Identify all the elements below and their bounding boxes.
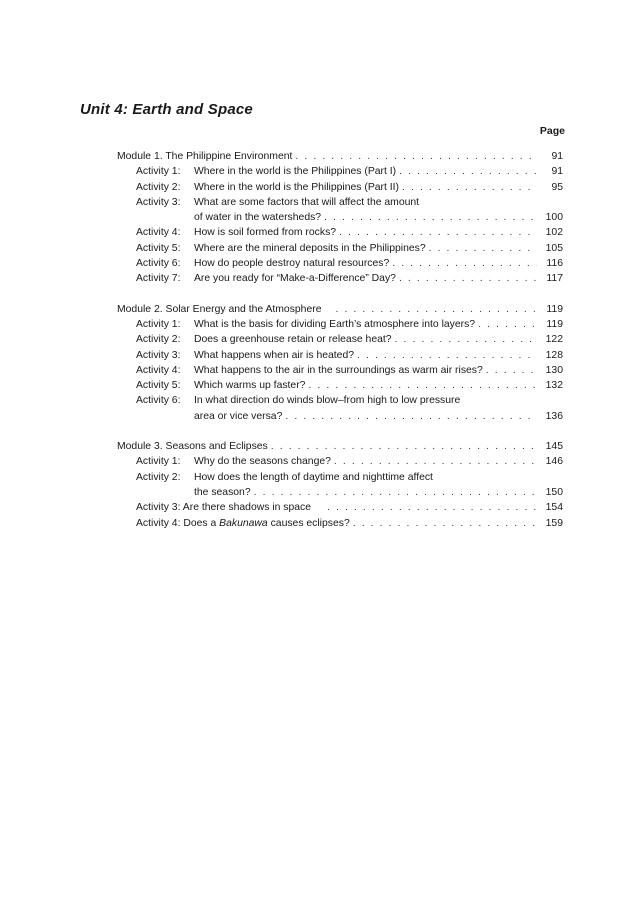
- module-3: [117, 439, 563, 531]
- toc-entry-activity[interactable]: [117, 378, 563, 393]
- toc-entry-module[interactable]: [117, 302, 563, 317]
- leader-dots: [339, 225, 537, 240]
- activity-title: Are there shadows in space: [182, 502, 312, 514]
- toc-entry-activity[interactable]: [117, 363, 563, 378]
- toc-entry-activity-continued[interactable]: [117, 409, 563, 424]
- leader-dots: [429, 241, 537, 256]
- module-2: [117, 302, 563, 424]
- page-number: 136: [545, 410, 563, 422]
- toc-entry-activity[interactable]: [117, 164, 563, 179]
- activity-label: Activity 7:: [136, 273, 181, 285]
- toc-entry-activity[interactable]: [117, 195, 563, 210]
- toc-entry-activity-continued[interactable]: [117, 485, 563, 500]
- toc-entry-activity[interactable]: [117, 348, 563, 363]
- leader-dots: [324, 210, 537, 225]
- module-1: [117, 149, 563, 287]
- activity-title: What are some factors that will affect the amount: [194, 196, 420, 208]
- activity-title: How do people destroy natural resources?: [194, 258, 390, 270]
- module-title: Module 1. The Philippine Environment: [117, 151, 293, 162]
- activity-title-continued: of water in the watersheds?: [194, 212, 322, 224]
- leader-dots: [334, 454, 537, 469]
- leader-dots: [327, 500, 537, 515]
- activity-label: Activity 5:: [136, 380, 181, 392]
- toc-entry-activity[interactable]: [117, 332, 563, 347]
- activity-label: Activity 1:: [136, 456, 181, 468]
- toc-entry-module[interactable]: [117, 439, 563, 454]
- page-number: 154: [545, 502, 563, 514]
- page-number: 102: [545, 227, 563, 239]
- activity-title: In what direction do winds blow–from high to low pressure: [194, 395, 461, 407]
- activity-label: Activity 6:: [136, 258, 181, 270]
- page-column-header: Page: [539, 125, 565, 137]
- activity-title-continued: the season?: [194, 486, 251, 498]
- leader-dots: [353, 516, 537, 531]
- leader-dots: [295, 149, 537, 164]
- activity-title: Does a Bakunawa causes eclipses?: [183, 517, 350, 529]
- activity-title-continued: area or vice versa?: [194, 410, 283, 422]
- unit-title: Unit 4: Earth and Space: [80, 101, 253, 118]
- page-number: 122: [545, 334, 563, 346]
- activity-label: Activity 1:: [136, 166, 181, 178]
- activity-label: Activity 2:: [136, 471, 181, 483]
- activity-label: Activity 2:: [136, 181, 181, 193]
- toc-entry-activity[interactable]: [117, 271, 563, 286]
- activity-title: Are you ready for “Make-a-Difference” Day?: [194, 273, 396, 285]
- toc-entry-activity[interactable]: [117, 241, 563, 256]
- page-number: 117: [546, 273, 563, 285]
- leader-dots: [308, 378, 537, 393]
- activity-label: Activity 3:: [136, 349, 181, 361]
- page-number: 130: [545, 364, 563, 376]
- activity-title: Why do the seasons change?: [194, 456, 331, 468]
- leader-dots: [486, 363, 537, 378]
- activity-title: Where in the world is the Philippines (Part I): [194, 166, 397, 178]
- leader-dots: [478, 317, 537, 332]
- activity-title: How does the length of daytime and nighttime affect: [194, 471, 433, 483]
- leader-dots: [399, 271, 537, 286]
- toc-entry-activity[interactable]: [117, 393, 563, 408]
- activity-title: Where in the world is the Philippines (Part II): [194, 181, 400, 193]
- page-number: 100: [545, 212, 563, 224]
- toc-entry-module[interactable]: [117, 149, 563, 164]
- leader-dots: [399, 164, 537, 179]
- module-title: Module 3. Seasons and Eclipses: [117, 441, 268, 453]
- activity-label: Activity 4:: [136, 517, 181, 529]
- leader-dots: [285, 409, 537, 424]
- page-number: 146: [545, 456, 563, 468]
- activity-title: What happens to the air in the surroundings as warm air rises?: [194, 364, 483, 376]
- toc-entry-activity[interactable]: [117, 500, 563, 515]
- activity-title: Which warms up faster?: [194, 380, 306, 392]
- page-number: 91: [551, 166, 563, 178]
- activity-label: Activity 5:: [136, 242, 181, 254]
- activity-title: What happens when air is heated?: [194, 349, 355, 361]
- toc-entry-activity[interactable]: [117, 180, 563, 195]
- leader-dots: [392, 256, 537, 271]
- leader-dots: [254, 485, 537, 500]
- activity-label: Activity 4:: [136, 227, 181, 239]
- toc-entry-activity[interactable]: [117, 317, 563, 332]
- toc-entry-activity-continued[interactable]: [117, 210, 563, 225]
- toc-entry-activity[interactable]: [117, 454, 563, 469]
- toc-entry-activity[interactable]: [117, 516, 563, 531]
- activity-label: Activity 1:: [136, 318, 181, 330]
- leader-dots: [395, 332, 537, 347]
- page-number: 119: [546, 303, 563, 315]
- toc-entry-activity[interactable]: [117, 225, 563, 240]
- activity-label: Activity 2:: [136, 334, 181, 346]
- page-number: 159: [545, 517, 563, 529]
- page-number: 119: [546, 318, 563, 330]
- activity-title: What is the basis for dividing Earth’s atmosphere into layers?: [194, 318, 476, 330]
- activity-label: Activity 3:: [136, 502, 181, 514]
- page-number: 105: [545, 242, 563, 254]
- activity-label: Activity 3:: [136, 196, 181, 208]
- leader-dots: [335, 302, 537, 317]
- leader-dots: [271, 439, 537, 454]
- page-number: 150: [545, 486, 563, 498]
- activity-title: Does a greenhouse retain or release heat?: [194, 334, 392, 346]
- page-number: 91: [551, 151, 563, 162]
- activity-label: Activity 4:: [136, 364, 181, 376]
- page-number: 145: [545, 441, 563, 453]
- page-number: 95: [551, 181, 563, 193]
- page-number: 116: [546, 258, 563, 270]
- page-number: 128: [545, 349, 563, 361]
- activity-label: Activity 6:: [136, 395, 181, 407]
- table-of-contents: [117, 149, 563, 546]
- page-number: 132: [545, 380, 563, 392]
- activity-title-italic: Bakunawa: [219, 517, 268, 529]
- activity-title: Where are the mineral deposits in the Philippines?: [194, 242, 426, 254]
- leader-dots: [357, 348, 537, 363]
- activity-title: How is soil formed from rocks?: [194, 227, 337, 239]
- toc-entry-activity[interactable]: [117, 256, 563, 271]
- leader-dots: [402, 180, 537, 195]
- toc-entry-activity[interactable]: [117, 470, 563, 485]
- module-title: Module 2. Solar Energy and the Atmosphere: [117, 303, 322, 315]
